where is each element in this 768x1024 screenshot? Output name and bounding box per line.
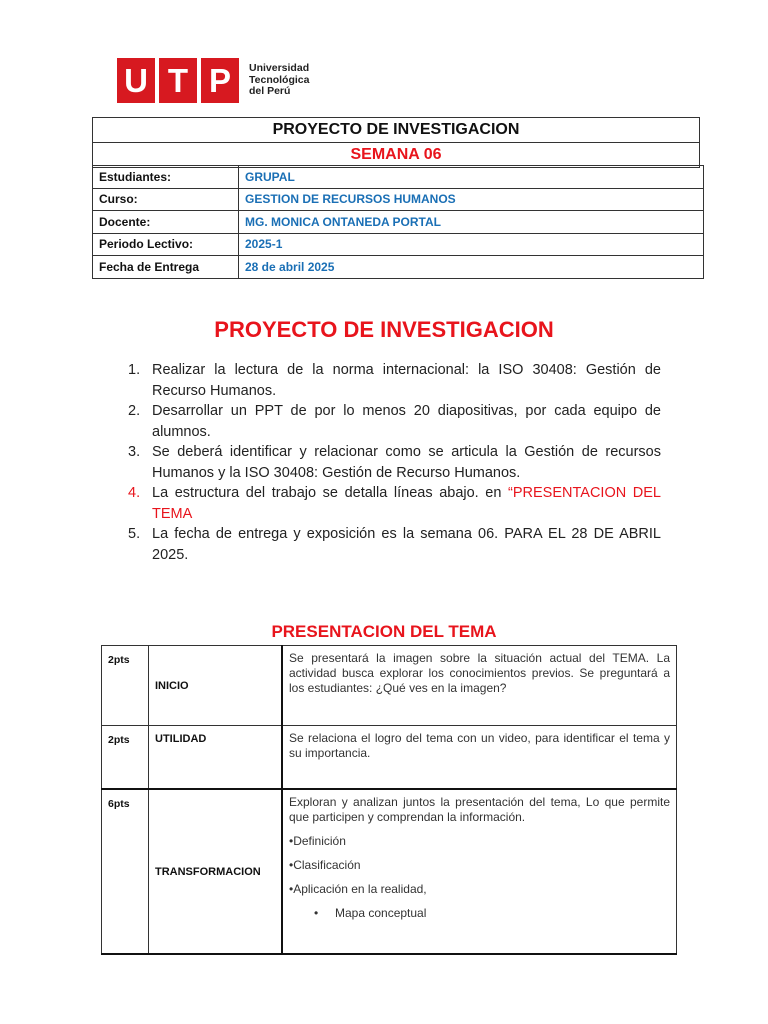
logo-letter-p: P [201, 58, 239, 103]
table-row [102, 646, 677, 726]
info-value: 2025-1 [239, 233, 704, 256]
rubric-label: TRANSFORMACION [149, 789, 283, 954]
info-label: Docente: [93, 211, 239, 234]
step-number: 2. [128, 403, 141, 419]
info-row [93, 188, 704, 211]
logo-wordmark [249, 63, 309, 98]
steps-list [128, 360, 661, 565]
header-table [92, 117, 700, 168]
step-number: 5. [128, 526, 141, 542]
info-value: GESTION DE RECURSOS HUMANOS [239, 188, 704, 211]
info-value: 28 de abril 2025 [239, 256, 704, 279]
info-row [93, 211, 704, 234]
step-text: La fecha de entrega y exposición es la semana 06. PARA EL 28 DE ABRIL 2025. [152, 526, 661, 563]
logo-letter-u: U [117, 58, 155, 103]
bullet-icon: • [314, 906, 319, 920]
step-highlight: “PRESENTACION DEL TEMA [152, 485, 661, 522]
list-item [128, 401, 661, 442]
info-label: Curso: [93, 188, 239, 211]
list-item [128, 360, 661, 401]
logo-line-3: del Perú [249, 85, 291, 98]
step-text: La estructura del trabajo se detalla líneas abajo. en [152, 485, 509, 501]
rubric-bullet-text: Mapa conceptual [335, 906, 427, 920]
info-label: Estudiantes: [93, 166, 239, 189]
step-number: 3. [128, 444, 141, 460]
step-number: 1. [128, 362, 141, 378]
info-row [93, 233, 704, 256]
rubric-label: INICIO [149, 646, 283, 726]
step-number: 4. [128, 485, 141, 501]
main-title: PROYECTO DE INVESTIGACION [214, 317, 554, 342]
info-value: MG. MONICA ONTANEDA PORTAL [239, 211, 704, 234]
rubric-points: 2pts [102, 646, 149, 726]
header-week: SEMANA 06 [93, 143, 700, 168]
list-item [128, 483, 661, 524]
rubric-subitem: •Clasificación [289, 858, 361, 872]
rubric-label: UTILIDAD [149, 726, 283, 790]
logo-letter-t: T [159, 58, 197, 103]
section-title: PRESENTACION DEL TEMA [271, 622, 497, 641]
rubric-description: Exploran y analizan juntos la presentación del tema, Lo que permite que participen y comprendan la información. [289, 795, 670, 824]
step-text: Desarrollar un PPT de por lo menos 20 diapositivas, por cada equipo de alumnos. [152, 403, 661, 440]
rubric-points: 2pts [102, 726, 149, 790]
rubric-points: 6pts [102, 789, 149, 954]
list-item [128, 524, 661, 565]
table-row [102, 726, 677, 790]
header-title: PROYECTO DE INVESTIGACION [93, 118, 700, 143]
info-row [93, 256, 704, 279]
logo-line-1: Universidad [249, 62, 310, 75]
rubric-table [101, 645, 677, 955]
step-text: Se deberá identificar y relacionar como se articula la Gestión de recursos Humanos y la ISO 30408: Gestión de Recurso Humanos. [152, 444, 661, 481]
list-item [128, 442, 661, 483]
info-table [92, 165, 704, 279]
info-label: Fecha de Entrega [93, 256, 239, 279]
table-row [102, 789, 677, 954]
utp-logo [117, 58, 309, 103]
rubric-description: Se relaciona el logro del tema con un video, para identificar el tema y su importancia. [282, 726, 677, 790]
rubric-description-cell [282, 789, 677, 954]
step-text: Realizar la lectura de la norma internacional: la ISO 30408: Gestión de Recurso Humanos. [152, 362, 661, 399]
info-label: Periodo Lectivo: [93, 233, 239, 256]
info-value: GRUPAL [239, 166, 704, 189]
rubric-bullet-item [289, 906, 670, 921]
rubric-subitem: •Aplicación en la realidad, [289, 882, 427, 896]
logo-line-2: Tecnológica [249, 73, 310, 86]
rubric-description: Se presentará la imagen sobre la situación actual del TEMA. La actividad busca explorar los conocimientos previos. Se preguntará a los estudiantes: ¿Qué ves en la imagen? [282, 646, 677, 726]
info-row [93, 166, 704, 189]
rubric-subitem: •Definición [289, 834, 346, 848]
